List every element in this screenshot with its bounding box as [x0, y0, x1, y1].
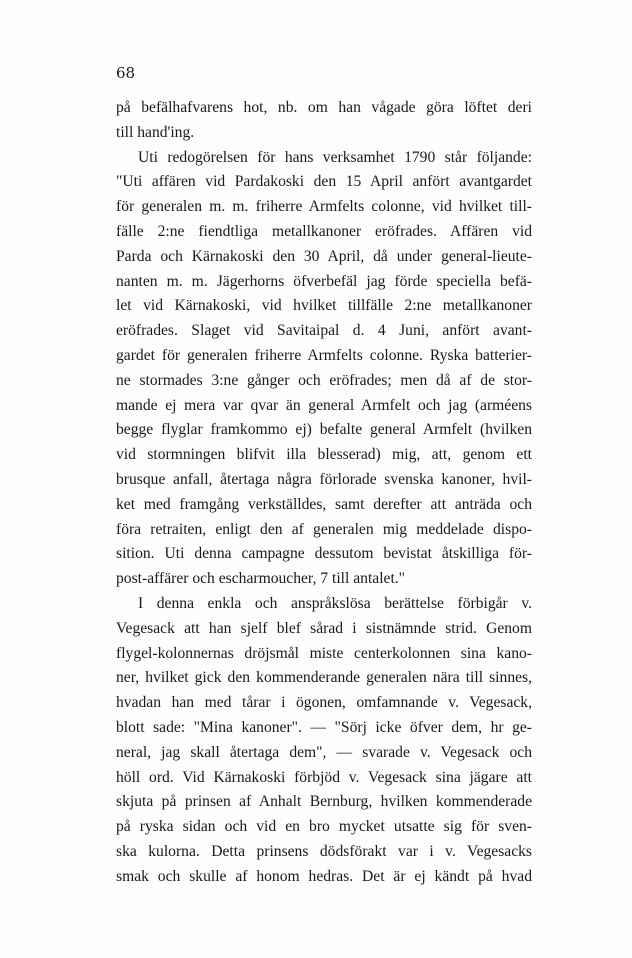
text-line: gardet för generalen friherre Armfelts colonne. Ryska batterier- [116, 346, 532, 364]
text-line: blott sade: "Mina kanoner". — "Sörj icke öfver dem, hr ge- [116, 718, 532, 736]
text-line: "Uti affären vid Pardakoski den 15 April anfört avantgardet [116, 173, 532, 191]
text-line: let vid Kärnakoski, vid hvilket tillfälle 2:ne metallkanoner [116, 297, 532, 315]
text-line: sition. Uti denna campagne dessutom bevistat åtskilliga för- [116, 545, 532, 563]
text-line: på ryska sidan och vid en bro mycket utsatte sig för sven- [116, 818, 532, 836]
text-line: ket med framgång verkställdes, samt derefter att anträda och [116, 495, 532, 513]
text-line: eröfrades. Slaget vid Savitaipal d. 4 Juni, anfört avant- [116, 322, 532, 340]
text-line: begge flyglar framkommo ej) befalte general Armfelt (hvilken [116, 421, 532, 439]
text-line: höll ord. Vid Kärnakoski förbjöd v. Vegesack sina jägare att [116, 768, 532, 786]
text-line: mande ej mera var qvar än general Armfelt och jag (arméens [116, 396, 532, 414]
text-line: ne stormades 3:ne gånger och eröfrades; men då af de stor- [116, 371, 532, 389]
page-number: 68 [116, 64, 136, 82]
text-line: vid stormningen blifvit illa blesserad) mig, att, genom ett [116, 446, 532, 464]
text-line: Parda och Kärnakoski den 30 April, då under general-lieute- [116, 247, 532, 265]
text-line: post-affärer och escharmoucher, 7 till antalet." [116, 570, 406, 588]
text-line: för generalen m. m. friherre Armfelts colonne, vid hvilket till- [116, 198, 532, 216]
text-line: Vegesack att han sjelf blef sårad i sistnämnde strid. Genom [116, 619, 532, 637]
text-line: föra retraiten, enligt den af generalen mig meddelade dispo- [116, 520, 532, 538]
text-line: brusque anfall, återtaga några förlorade svenska kanoner, hvil- [116, 470, 532, 488]
text-line: smak och skulle af honom hedras. Det är ej kändt på hvad [116, 867, 532, 885]
text-line: I denna enkla och anspråkslösa berättelse förbigår v. [138, 594, 532, 612]
body-text [116, 96, 532, 890]
text-line: nanten m. m. Jägerhorns öfverbefäl jag förde speciella befä- [116, 272, 532, 290]
text-line: till hand'ing. [116, 123, 195, 141]
text-line: skjuta på prinsen af Anhalt Bernburg, hvilken kommenderade [116, 793, 532, 811]
text-line: ska kulorna. Detta prinsens dödsförakt var i v. Vegesacks [116, 842, 532, 860]
text-line: på befälhafvarens hot, nb. om han vågade göra löftet deri [116, 99, 532, 116]
text-line: ner, hvilket gick den kommenderande generalen nära till sinnes, [116, 669, 532, 687]
text-line: Uti redogörelsen för hans verksamhet 1790 står följande: [138, 148, 532, 166]
text-line: fälle 2:ne fiendtliga metallkanoner eröfrades. Affären vid [116, 222, 532, 240]
text-line: flygel-kolonnernas dröjsmål miste centerkolonnen sina kano- [116, 644, 532, 662]
text-line: hvadan han med tårar i ögonen, omfamnande v. Vegesack, [116, 694, 532, 712]
text-line: neral, jag skall återtaga dem", — svarade v. Vegesack och [116, 743, 532, 761]
